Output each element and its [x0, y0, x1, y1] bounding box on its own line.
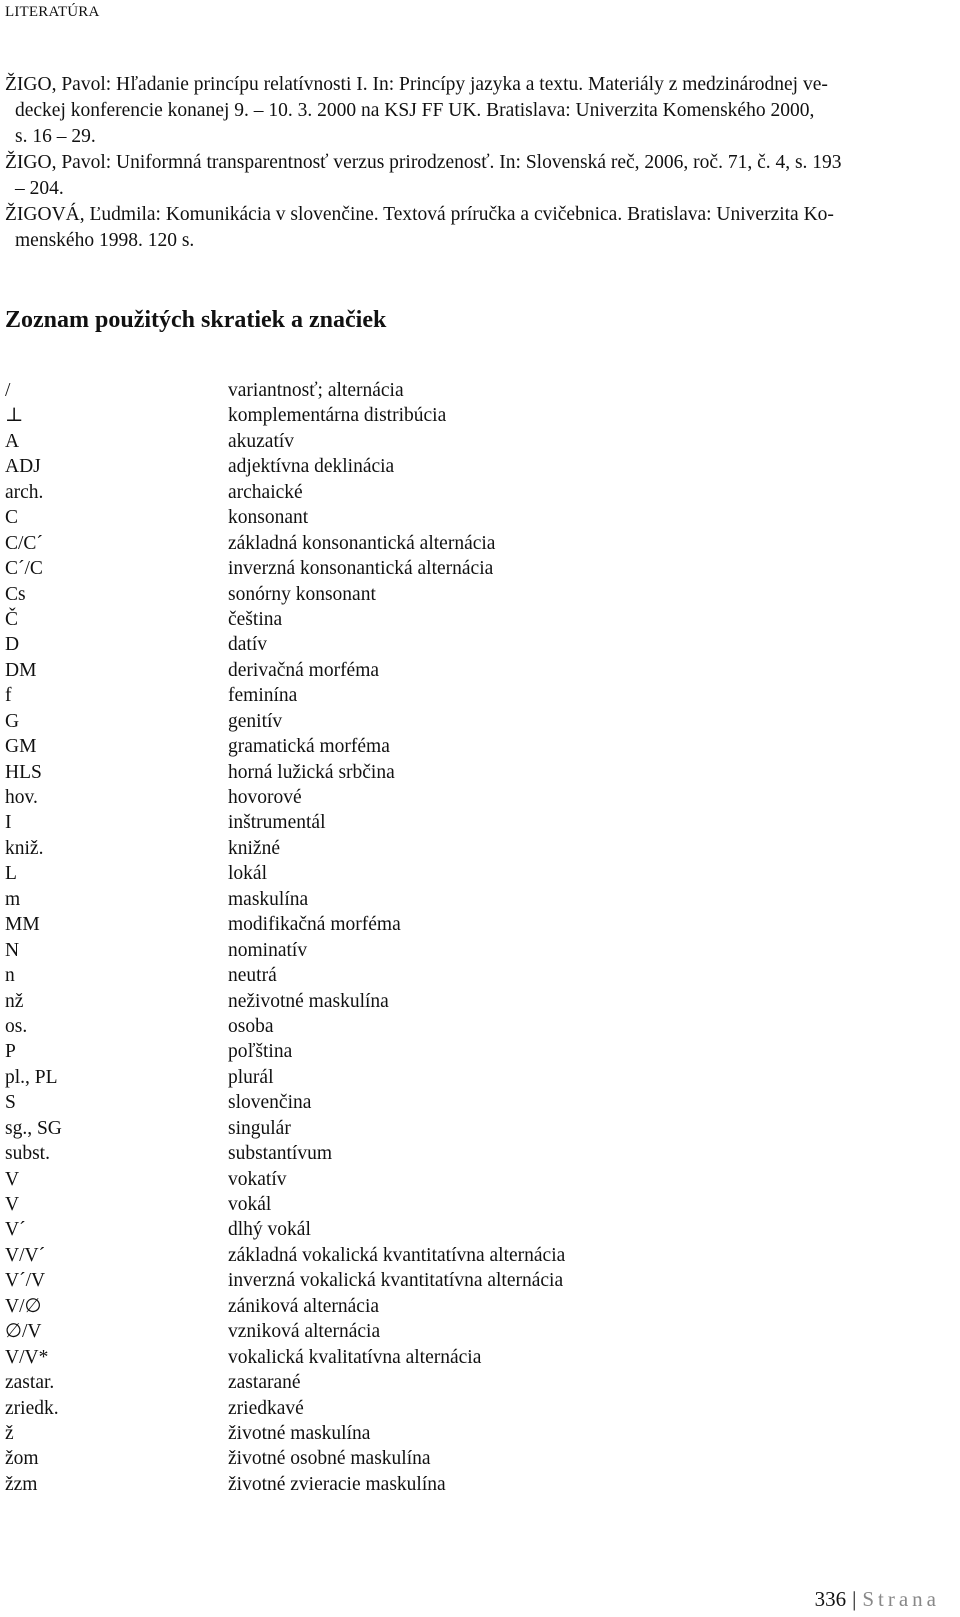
abbreviation-row	[5, 1294, 935, 1319]
abbreviation-meaning: slovenčina	[228, 1092, 312, 1114]
abbreviation: V	[5, 1194, 20, 1215]
abbreviation-row	[5, 989, 935, 1014]
abbreviation-meaning: neživotné maskulína	[228, 990, 389, 1012]
abbreviation-row	[5, 785, 935, 810]
abbreviation-meaning: derivačná morféma	[228, 659, 380, 681]
abbreviation-meaning: zriedkavé	[228, 1397, 304, 1419]
abbreviation: Č	[5, 608, 19, 630]
abbreviation-meaning: plurál	[228, 1066, 274, 1088]
abbreviation-row	[5, 556, 935, 581]
abbreviation: Cs	[5, 583, 26, 605]
reference-entry	[5, 202, 940, 254]
reference-entry	[5, 150, 940, 202]
abbreviation-meaning: inštrumentál	[228, 812, 326, 834]
abbreviation: ž	[5, 1422, 14, 1444]
abbreviation-meaning: sonórny konsonant	[228, 583, 376, 605]
abbreviation: L	[5, 863, 17, 885]
abbreviation: V´	[5, 1219, 26, 1241]
abbreviation: ⊥	[5, 405, 24, 427]
abbreviation-row	[5, 760, 935, 785]
abbreviation-meaning: poľština	[228, 1041, 293, 1063]
abbreviation-meaning: horná lužická srbčina	[228, 761, 395, 783]
abbreviation-row	[5, 1217, 935, 1242]
abbreviation: A	[5, 430, 20, 452]
abbreviation: I	[5, 812, 12, 834]
abbreviation-row	[5, 836, 935, 861]
abbreviation-row	[5, 709, 935, 734]
abbreviation-row	[5, 632, 935, 657]
abbreviation: N	[5, 939, 20, 961]
abbreviation-meaning: feminína	[228, 685, 298, 707]
abbreviation-meaning: hovorové	[228, 787, 302, 808]
abbreviation-meaning: životné maskulína	[228, 1422, 371, 1444]
abbreviation-meaning: adjektívna deklinácia	[228, 456, 395, 478]
abbreviation: G	[5, 710, 20, 732]
abbreviation: sg., SG	[5, 1117, 62, 1139]
abbreviation-meaning: vokalická kvalitatívna alternácia	[228, 1346, 482, 1368]
abbreviation: m	[5, 888, 21, 910]
abbreviation-row	[5, 1345, 935, 1370]
abbreviation: D	[5, 634, 20, 656]
abbreviation-meaning: akuzatív	[228, 430, 295, 452]
abbreviation: zastar.	[5, 1372, 55, 1394]
abbreviation-row	[5, 887, 935, 912]
abbreviation-row	[5, 429, 935, 454]
abbreviation: arch.	[5, 481, 44, 503]
abbreviation-row	[5, 607, 935, 632]
abbreviation-meaning: datív	[228, 634, 267, 656]
abbreviation-row	[5, 531, 935, 556]
abbreviation-meaning: genitív	[228, 710, 283, 732]
abbreviation-row	[5, 1039, 935, 1064]
abbreviation-row	[5, 1167, 935, 1192]
abbreviation: ADJ	[5, 456, 41, 478]
abbreviation: n	[5, 965, 15, 987]
abbreviation-meaning: lokál	[228, 863, 267, 885]
abbreviation: hov.	[5, 787, 38, 808]
abbreviation-row	[5, 1319, 935, 1344]
abbreviation-meaning: singulár	[228, 1117, 291, 1139]
abbreviation: MM	[5, 914, 40, 936]
abbreviation-row	[5, 1065, 935, 1090]
abbreviation: pl., PL	[5, 1066, 58, 1088]
abbreviation: žom	[5, 1448, 39, 1470]
abbreviation-meaning: čeština	[228, 608, 283, 630]
abbreviation-row	[5, 1370, 935, 1395]
abbreviation-row	[5, 454, 935, 479]
abbreviation-row	[5, 1472, 935, 1497]
abbreviation-meaning: konsonant	[228, 507, 309, 529]
abbreviation-meaning: vzniková alternácia	[228, 1321, 381, 1343]
abbreviation-meaning: osoba	[228, 1015, 274, 1037]
reference-continuation: menského 1998. 120 s.	[15, 230, 195, 251]
abbreviation: ∅/V	[5, 1321, 42, 1343]
abbreviation-row	[5, 810, 935, 835]
running-header: LITERATÚRA	[5, 4, 100, 20]
page-footer	[815, 1587, 940, 1612]
abbreviation-meaning: základná konsonantická alternácia	[228, 532, 496, 554]
abbreviation-meaning: knižné	[228, 837, 280, 859]
abbreviation-list	[5, 378, 935, 1497]
abbreviation: f	[5, 685, 12, 707]
abbreviation: V/V*	[5, 1346, 49, 1368]
abbreviation: nž	[5, 990, 24, 1012]
abbreviation-row	[5, 1090, 935, 1115]
abbreviation-meaning: archaické	[228, 481, 303, 503]
abbreviation-row	[5, 378, 935, 403]
footer-separator: |	[852, 1587, 857, 1611]
abbreviation: /	[5, 380, 11, 401]
abbreviation: HLS	[5, 761, 42, 783]
abbreviation: S	[5, 1092, 16, 1114]
abbreviation-row	[5, 1396, 935, 1421]
abbreviation: DM	[5, 659, 37, 681]
abbreviation: os.	[5, 1015, 28, 1037]
abbreviation: V	[5, 1168, 20, 1190]
abbreviation-meaning: vokatív	[228, 1168, 287, 1190]
reference-line: ŽIGO, Pavol: Uniformná transparentnosť verzus prirodzenosť. In: Slovenská reč, 2006, roč. 71, č. 4, s. 193	[5, 152, 842, 173]
abbreviation-row	[5, 1243, 935, 1268]
abbreviation: subst.	[5, 1143, 50, 1165]
abbreviation: V/∅	[5, 1295, 42, 1317]
abbreviation: C/C´	[5, 532, 43, 554]
abbreviation-row	[5, 1014, 935, 1039]
abbreviation-meaning: zastarané	[228, 1372, 301, 1394]
abbreviation: zriedk.	[5, 1397, 59, 1419]
abbreviation: C	[5, 507, 19, 529]
abbreviation-meaning: nominatív	[228, 939, 308, 961]
abbreviation-meaning: modifikačná morféma	[228, 914, 401, 936]
abbreviation-meaning: zániková alternácia	[228, 1295, 380, 1317]
abbreviation-row	[5, 938, 935, 963]
abbreviation-row	[5, 1421, 935, 1446]
abbreviation-meaning: životné osobné maskulína	[228, 1448, 431, 1470]
section-title: Zoznam použitých skratiek a značiek	[5, 307, 387, 333]
abbreviation: GM	[5, 736, 37, 758]
abbreviation-row	[5, 1268, 935, 1293]
abbreviation-meaning: vokál	[228, 1194, 272, 1215]
abbreviation-row	[5, 403, 935, 428]
abbreviation-meaning: dlhý vokál	[228, 1219, 311, 1241]
abbreviation-meaning: gramatická morféma	[228, 736, 390, 758]
abbreviation: P	[5, 1041, 16, 1063]
abbreviation: V´/V	[5, 1270, 46, 1292]
page-label: Strana	[862, 1587, 940, 1611]
reference-continuation: s. 16 – 29.	[15, 126, 96, 147]
abbreviation-meaning: komplementárna distribúcia	[228, 405, 447, 427]
abbreviation-row	[5, 912, 935, 937]
abbreviation-row	[5, 658, 935, 683]
abbreviation-row	[5, 1446, 935, 1471]
reference-entry	[5, 72, 940, 150]
abbreviation-meaning: variantnosť; alternácia	[228, 380, 404, 401]
abbreviation-row	[5, 861, 935, 886]
abbreviation-row	[5, 582, 935, 607]
abbreviation-row	[5, 1192, 935, 1217]
abbreviation: žzm	[5, 1473, 38, 1495]
abbreviation-row	[5, 963, 935, 988]
reference-line: ŽIGO, Pavol: Hľadanie princípu relatívnosti I. In: Princípy jazyka a textu. Materiály z medzinárodnej ve-	[5, 74, 828, 95]
abbreviation-meaning: inverzná konsonantická alternácia	[228, 558, 494, 580]
reference-list	[5, 72, 940, 254]
abbreviation-row	[5, 1141, 935, 1166]
page-number: 336	[814, 1587, 847, 1611]
reference-continuation: deckej konferencie konanej 9. – 10. 3. 2000 na KSJ FF UK. Bratislava: Univerzita Komenského 2000,	[15, 100, 815, 121]
abbreviation-row	[5, 1116, 935, 1141]
reference-continuation: – 204.	[15, 178, 64, 199]
abbreviation-meaning: maskulína	[228, 888, 309, 910]
abbreviation-row	[5, 683, 935, 708]
abbreviation: kniž.	[5, 837, 44, 859]
abbreviation: C´/C	[5, 558, 43, 580]
abbreviation-meaning: substantívum	[228, 1143, 333, 1165]
abbreviation: V/V´	[5, 1244, 46, 1266]
abbreviation-meaning: základná vokalická kvantitatívna alternácia	[228, 1244, 566, 1266]
abbreviation-row	[5, 480, 935, 505]
reference-line: ŽIGOVÁ, Ľudmila: Komunikácia v slovenčine. Textová príručka a cvičebnica. Bratislava: Univerzita Ko-	[5, 204, 834, 225]
abbreviation-meaning: neutrá	[228, 965, 277, 987]
abbreviation-meaning: inverzná vokalická kvantitatívna alternácia	[228, 1270, 564, 1292]
abbreviation-row	[5, 734, 935, 759]
abbreviation-meaning: životné zvieracie maskulína	[228, 1473, 446, 1495]
abbreviation-row	[5, 505, 935, 530]
